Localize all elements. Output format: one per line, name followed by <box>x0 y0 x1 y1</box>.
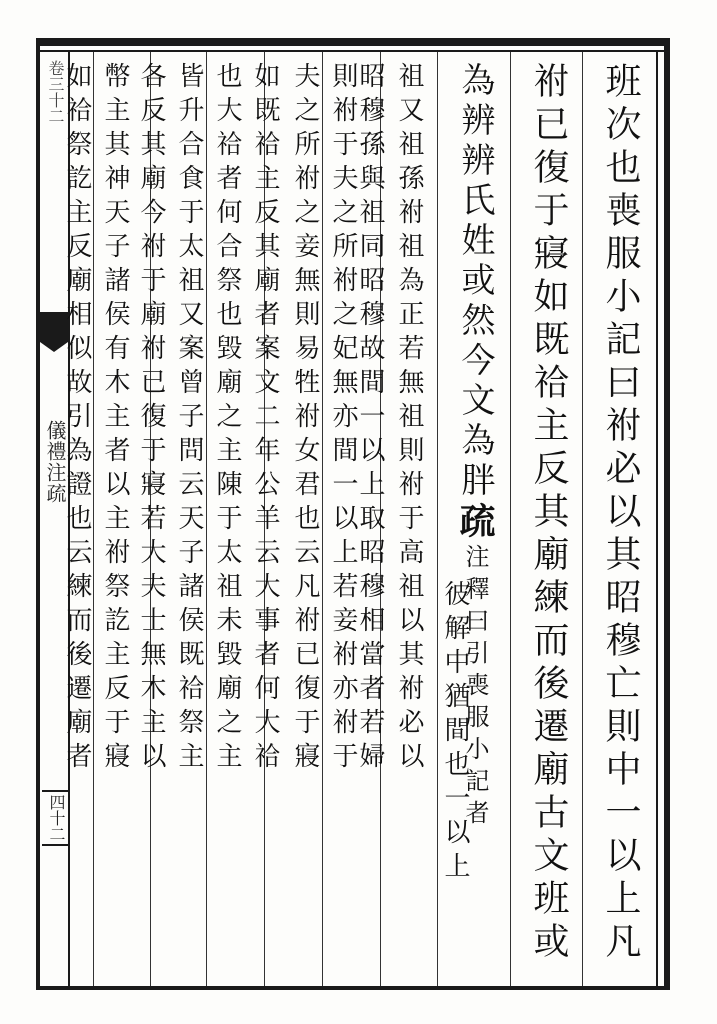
commentary-column: 彼解中猶間也一以上 <box>440 580 470 886</box>
border-left <box>36 38 40 990</box>
border-right-inner <box>656 50 658 990</box>
commentary-column: 如祫祭訖主反廟相似故引為證也云練而後遷廟者 <box>62 62 92 776</box>
border-top <box>36 38 668 46</box>
commentary-text: 注釋曰引喪服小記者 <box>461 544 489 832</box>
column-rule <box>322 52 323 986</box>
margin-page-number: 四十二 <box>42 790 68 846</box>
column-rule <box>206 52 207 986</box>
commentary-column: 如既祫主反其廟者案文二年公羊云大事者何大祫 <box>250 62 280 776</box>
column-rule <box>93 52 94 986</box>
column-rule <box>437 52 438 986</box>
border-right <box>664 38 670 990</box>
commentary-column: 則祔于夫之所祔之妃無亦間一以上若妾祔亦祔于 <box>328 62 358 776</box>
main-text: 為辨辨氏姓或然今文為胖 <box>455 62 495 502</box>
commentary-column: 幣主其神天子諸侯有木主者以主祔祭訖主反于寢 <box>100 62 130 776</box>
commentary-column: 夫之所祔之妾無則易牲祔女君也云凡祔已復于寢 <box>290 62 320 776</box>
main-text-column: 祔已復于寢如既祫主反其廟練而後遷廟古文班或 <box>528 62 569 965</box>
main-text-column: 班次也喪服小記曰祔必以其昭穆亡則中一以上凡 <box>600 62 641 965</box>
commentary-marker: 疏 <box>454 502 496 544</box>
commentary-column: 皆升合食于太祖又案曾子問云天子諸侯既祫祭主 <box>174 62 204 776</box>
commentary-column: 祖又祖孫祔祖為正若無祖則祔于高祖以其祔必以 <box>394 62 424 776</box>
commentary-column: 各反其廟今祔于廟祔已復于寢若大夫士無木主以 <box>136 62 166 776</box>
border-top-inner <box>36 50 668 52</box>
column-rule <box>510 52 511 986</box>
commentary-column: 也大祫者何合祭也毀廟之主陳于太祖未毀廟之主 <box>212 62 242 776</box>
commentary-column: 昭穆孫與祖同昭穆故間一以上取昭穆相當者若婦 <box>355 62 385 776</box>
column-rule <box>582 52 583 986</box>
margin-volume-marks: 卷三十二 <box>46 60 65 124</box>
margin-book-title: 儀禮注疏 <box>43 420 67 504</box>
border-bottom <box>36 986 670 990</box>
